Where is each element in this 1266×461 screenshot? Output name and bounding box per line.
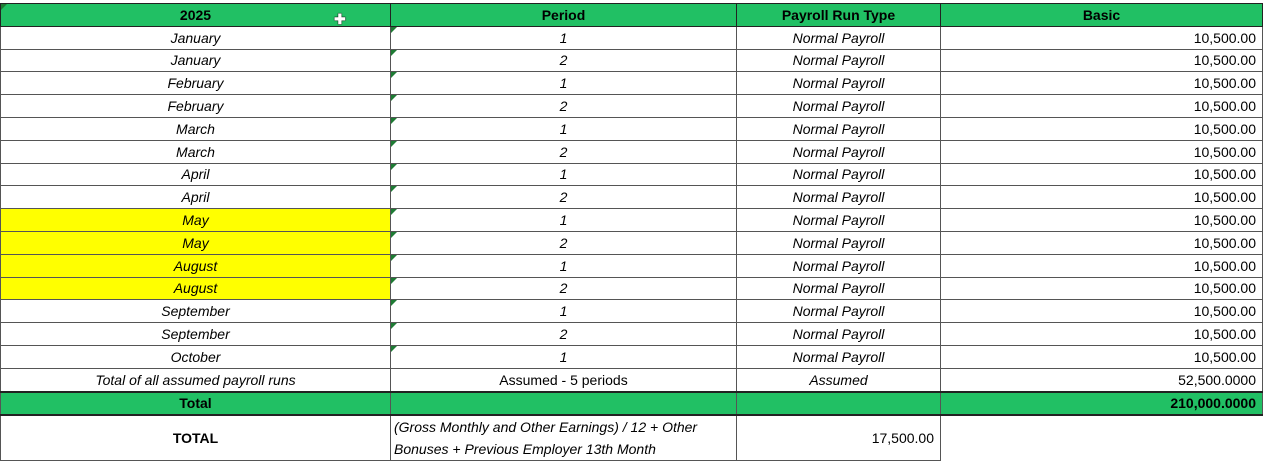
month-cell[interactable]: May bbox=[1, 209, 391, 232]
total-row bbox=[1, 392, 1263, 416]
table-row bbox=[1, 231, 1263, 254]
basic-cell[interactable]: 10,500.00 bbox=[941, 254, 1263, 277]
period-cell[interactable]: 1 bbox=[391, 254, 737, 277]
total-basic[interactable]: 210,000.0000 bbox=[941, 392, 1263, 416]
period-cell[interactable]: 2 bbox=[391, 49, 737, 72]
month-cell[interactable]: April bbox=[1, 186, 391, 209]
total-empty-cell[interactable] bbox=[391, 392, 737, 416]
basic-cell[interactable]: 10,500.00 bbox=[941, 209, 1263, 232]
table-row bbox=[1, 117, 1263, 140]
table-row bbox=[1, 254, 1263, 277]
header-year[interactable]: 2025 bbox=[1, 4, 391, 27]
table-row bbox=[1, 300, 1263, 323]
run-type-cell[interactable]: Normal Payroll bbox=[737, 117, 941, 140]
grand-total-value[interactable]: 17,500.00 bbox=[737, 415, 941, 461]
month-cell[interactable]: August bbox=[1, 277, 391, 300]
basic-cell[interactable]: 10,500.00 bbox=[941, 163, 1263, 186]
table-row bbox=[1, 209, 1263, 232]
run-type-cell[interactable]: Normal Payroll bbox=[737, 323, 941, 346]
month-cell[interactable]: February bbox=[1, 72, 391, 95]
run-type-cell[interactable]: Normal Payroll bbox=[737, 186, 941, 209]
period-cell[interactable]: 1 bbox=[391, 300, 737, 323]
assumed-row bbox=[1, 368, 1263, 391]
table-row bbox=[1, 49, 1263, 72]
assumed-label[interactable]: Total of all assumed payroll runs bbox=[1, 368, 391, 391]
run-type-cell[interactable]: Normal Payroll bbox=[737, 49, 941, 72]
basic-cell[interactable]: 10,500.00 bbox=[941, 231, 1263, 254]
grand-total-row bbox=[1, 415, 1263, 461]
run-type-cell[interactable]: Normal Payroll bbox=[737, 231, 941, 254]
table-row bbox=[1, 26, 1263, 49]
basic-cell[interactable]: 10,500.00 bbox=[941, 345, 1263, 368]
table-row bbox=[1, 323, 1263, 346]
run-type-cell[interactable]: Normal Payroll bbox=[737, 300, 941, 323]
period-cell[interactable]: 2 bbox=[391, 95, 737, 118]
month-cell[interactable]: February bbox=[1, 95, 391, 118]
run-type-cell[interactable]: Normal Payroll bbox=[737, 345, 941, 368]
month-cell[interactable]: October bbox=[1, 345, 391, 368]
total-empty-cell[interactable] bbox=[737, 392, 941, 416]
period-cell[interactable]: 2 bbox=[391, 277, 737, 300]
period-cell[interactable]: 2 bbox=[391, 186, 737, 209]
header-run-type[interactable]: Payroll Run Type bbox=[737, 4, 941, 27]
month-cell[interactable]: January bbox=[1, 26, 391, 49]
month-cell[interactable]: September bbox=[1, 300, 391, 323]
cell-cursor-icon: ✚ bbox=[334, 11, 346, 27]
table-row bbox=[1, 140, 1263, 163]
basic-cell[interactable]: 10,500.00 bbox=[941, 72, 1263, 95]
basic-cell[interactable]: 10,500.00 bbox=[941, 49, 1263, 72]
basic-cell[interactable]: 10,500.00 bbox=[941, 300, 1263, 323]
table-row bbox=[1, 186, 1263, 209]
basic-cell[interactable]: 10,500.00 bbox=[941, 26, 1263, 49]
run-type-cell[interactable]: Normal Payroll bbox=[737, 163, 941, 186]
header-row bbox=[1, 4, 1263, 27]
month-cell[interactable]: January bbox=[1, 49, 391, 72]
month-cell[interactable]: September bbox=[1, 323, 391, 346]
assumed-basic[interactable]: 52,500.0000 bbox=[941, 368, 1263, 391]
basic-cell[interactable]: 10,500.00 bbox=[941, 117, 1263, 140]
basic-cell[interactable]: 10,500.00 bbox=[941, 277, 1263, 300]
table-row bbox=[1, 277, 1263, 300]
basic-cell[interactable]: 10,500.00 bbox=[941, 95, 1263, 118]
run-type-cell[interactable]: Normal Payroll bbox=[737, 72, 941, 95]
payroll-sheet bbox=[0, 3, 1263, 461]
basic-cell[interactable]: 10,500.00 bbox=[941, 140, 1263, 163]
run-type-cell[interactable]: Normal Payroll bbox=[737, 277, 941, 300]
month-cell[interactable]: August bbox=[1, 254, 391, 277]
period-cell[interactable]: 1 bbox=[391, 117, 737, 140]
grand-total-formula[interactable]: (Gross Monthly and Other Earnings) / 12 + Other Bonuses + Previous Employer 13th Month bbox=[391, 415, 737, 461]
total-label[interactable]: Total bbox=[1, 392, 391, 416]
table-row bbox=[1, 163, 1263, 186]
period-cell[interactable]: 2 bbox=[391, 231, 737, 254]
period-cell[interactable]: 1 bbox=[391, 345, 737, 368]
table-row bbox=[1, 345, 1263, 368]
run-type-cell[interactable]: Normal Payroll bbox=[737, 26, 941, 49]
period-cell[interactable]: 2 bbox=[391, 323, 737, 346]
period-cell[interactable]: 1 bbox=[391, 163, 737, 186]
table-row bbox=[1, 95, 1263, 118]
period-cell[interactable]: 1 bbox=[391, 209, 737, 232]
grand-total-label[interactable]: TOTAL bbox=[1, 415, 391, 461]
period-cell[interactable]: 1 bbox=[391, 72, 737, 95]
month-cell[interactable]: April bbox=[1, 163, 391, 186]
assumed-period[interactable]: Assumed - 5 periods bbox=[391, 368, 737, 391]
run-type-cell[interactable]: Normal Payroll bbox=[737, 254, 941, 277]
basic-cell[interactable]: 10,500.00 bbox=[941, 323, 1263, 346]
run-type-cell[interactable]: Normal Payroll bbox=[737, 95, 941, 118]
month-cell[interactable]: May bbox=[1, 231, 391, 254]
period-cell[interactable]: 1 bbox=[391, 26, 737, 49]
month-cell[interactable]: March bbox=[1, 117, 391, 140]
assumed-type[interactable]: Assumed bbox=[737, 368, 941, 391]
basic-cell[interactable]: 10,500.00 bbox=[941, 186, 1263, 209]
month-cell[interactable]: March bbox=[1, 140, 391, 163]
empty-cell[interactable] bbox=[941, 415, 1263, 461]
run-type-cell[interactable]: Normal Payroll bbox=[737, 209, 941, 232]
run-type-cell[interactable]: Normal Payroll bbox=[737, 140, 941, 163]
table-row bbox=[1, 72, 1263, 95]
header-period[interactable]: Period bbox=[391, 4, 737, 27]
header-basic[interactable]: Basic bbox=[941, 4, 1263, 27]
period-cell[interactable]: 2 bbox=[391, 140, 737, 163]
